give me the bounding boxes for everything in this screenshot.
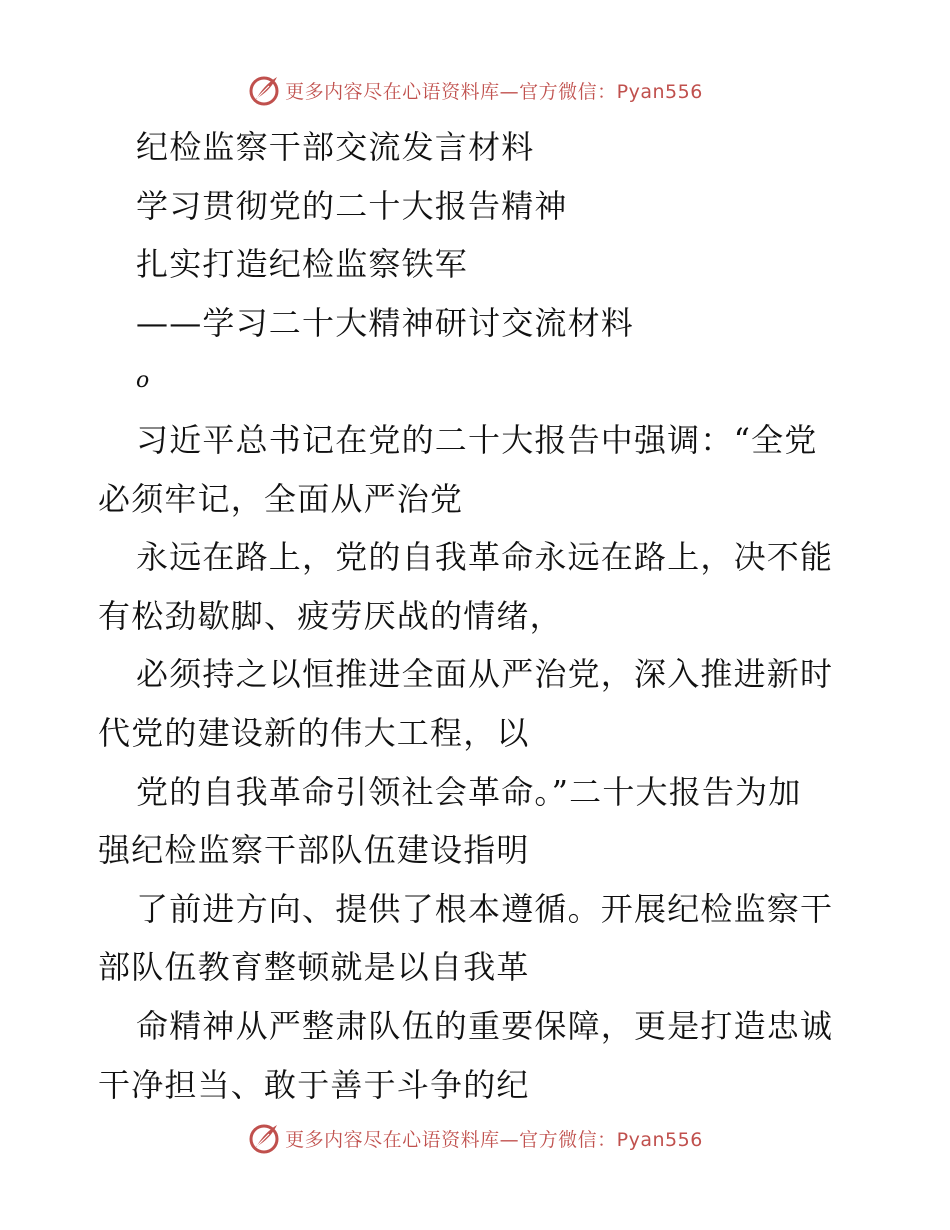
doc-title-line-1: 纪检监察干部交流发言材料 xyxy=(136,128,535,166)
header-banner xyxy=(0,70,950,110)
paragraph-line: 了前进方向、提供了根本遵循。开展纪检监察干 xyxy=(136,889,834,928)
quill-logo-icon xyxy=(247,73,281,107)
paragraph-line: 强纪检监察干部队伍建设指明 xyxy=(98,831,530,870)
footer-banner xyxy=(0,1118,950,1158)
doc-subtitle: ——学习二十大精神研讨交流材料 xyxy=(136,303,635,342)
paragraph-line: 永远在路上，党的自我革命永远在路上，决不能 xyxy=(136,538,834,577)
paragraph-line: 必须持之以恒推进全面从严治党，深入推进新时 xyxy=(136,655,834,694)
paragraph-line: 干净担当、敢于善于斗争的纪 xyxy=(98,1065,530,1104)
doc-title-line-3: 扎实打造纪检监察铁军 xyxy=(136,245,469,284)
paragraph-line: 有松劲歇脚、疲劳厌战的情绪， xyxy=(98,596,563,635)
paragraph-line: 部队伍教育整顿就是以自我革 xyxy=(98,948,530,987)
paragraph-line: 习近平总书记在党的二十大报告中强调：“全党 xyxy=(136,420,818,459)
header-banner-text: 更多内容尽在心语资料库—官方微信：Pyan556 xyxy=(285,80,703,103)
paragraph-line: 党的自我革命引领社会革命。”二十大报告为加 xyxy=(136,772,802,811)
paragraph-line: 命精神从严整肃队伍的重要保障，更是打造忠诚 xyxy=(136,1006,834,1045)
paragraph-line: 必须牢记，全面从严治党 xyxy=(98,479,464,518)
doc-title-line-2: 学习贯彻党的二十大报告精神 xyxy=(136,186,568,225)
stray-mark: o xyxy=(136,368,151,394)
quill-logo-icon xyxy=(247,1121,281,1155)
footer-banner-text: 更多内容尽在心语资料库—官方微信：Pyan556 xyxy=(285,1128,703,1151)
paragraph-line: 代党的建设新的伟大工程，以 xyxy=(98,713,530,752)
document-body xyxy=(98,118,852,1114)
